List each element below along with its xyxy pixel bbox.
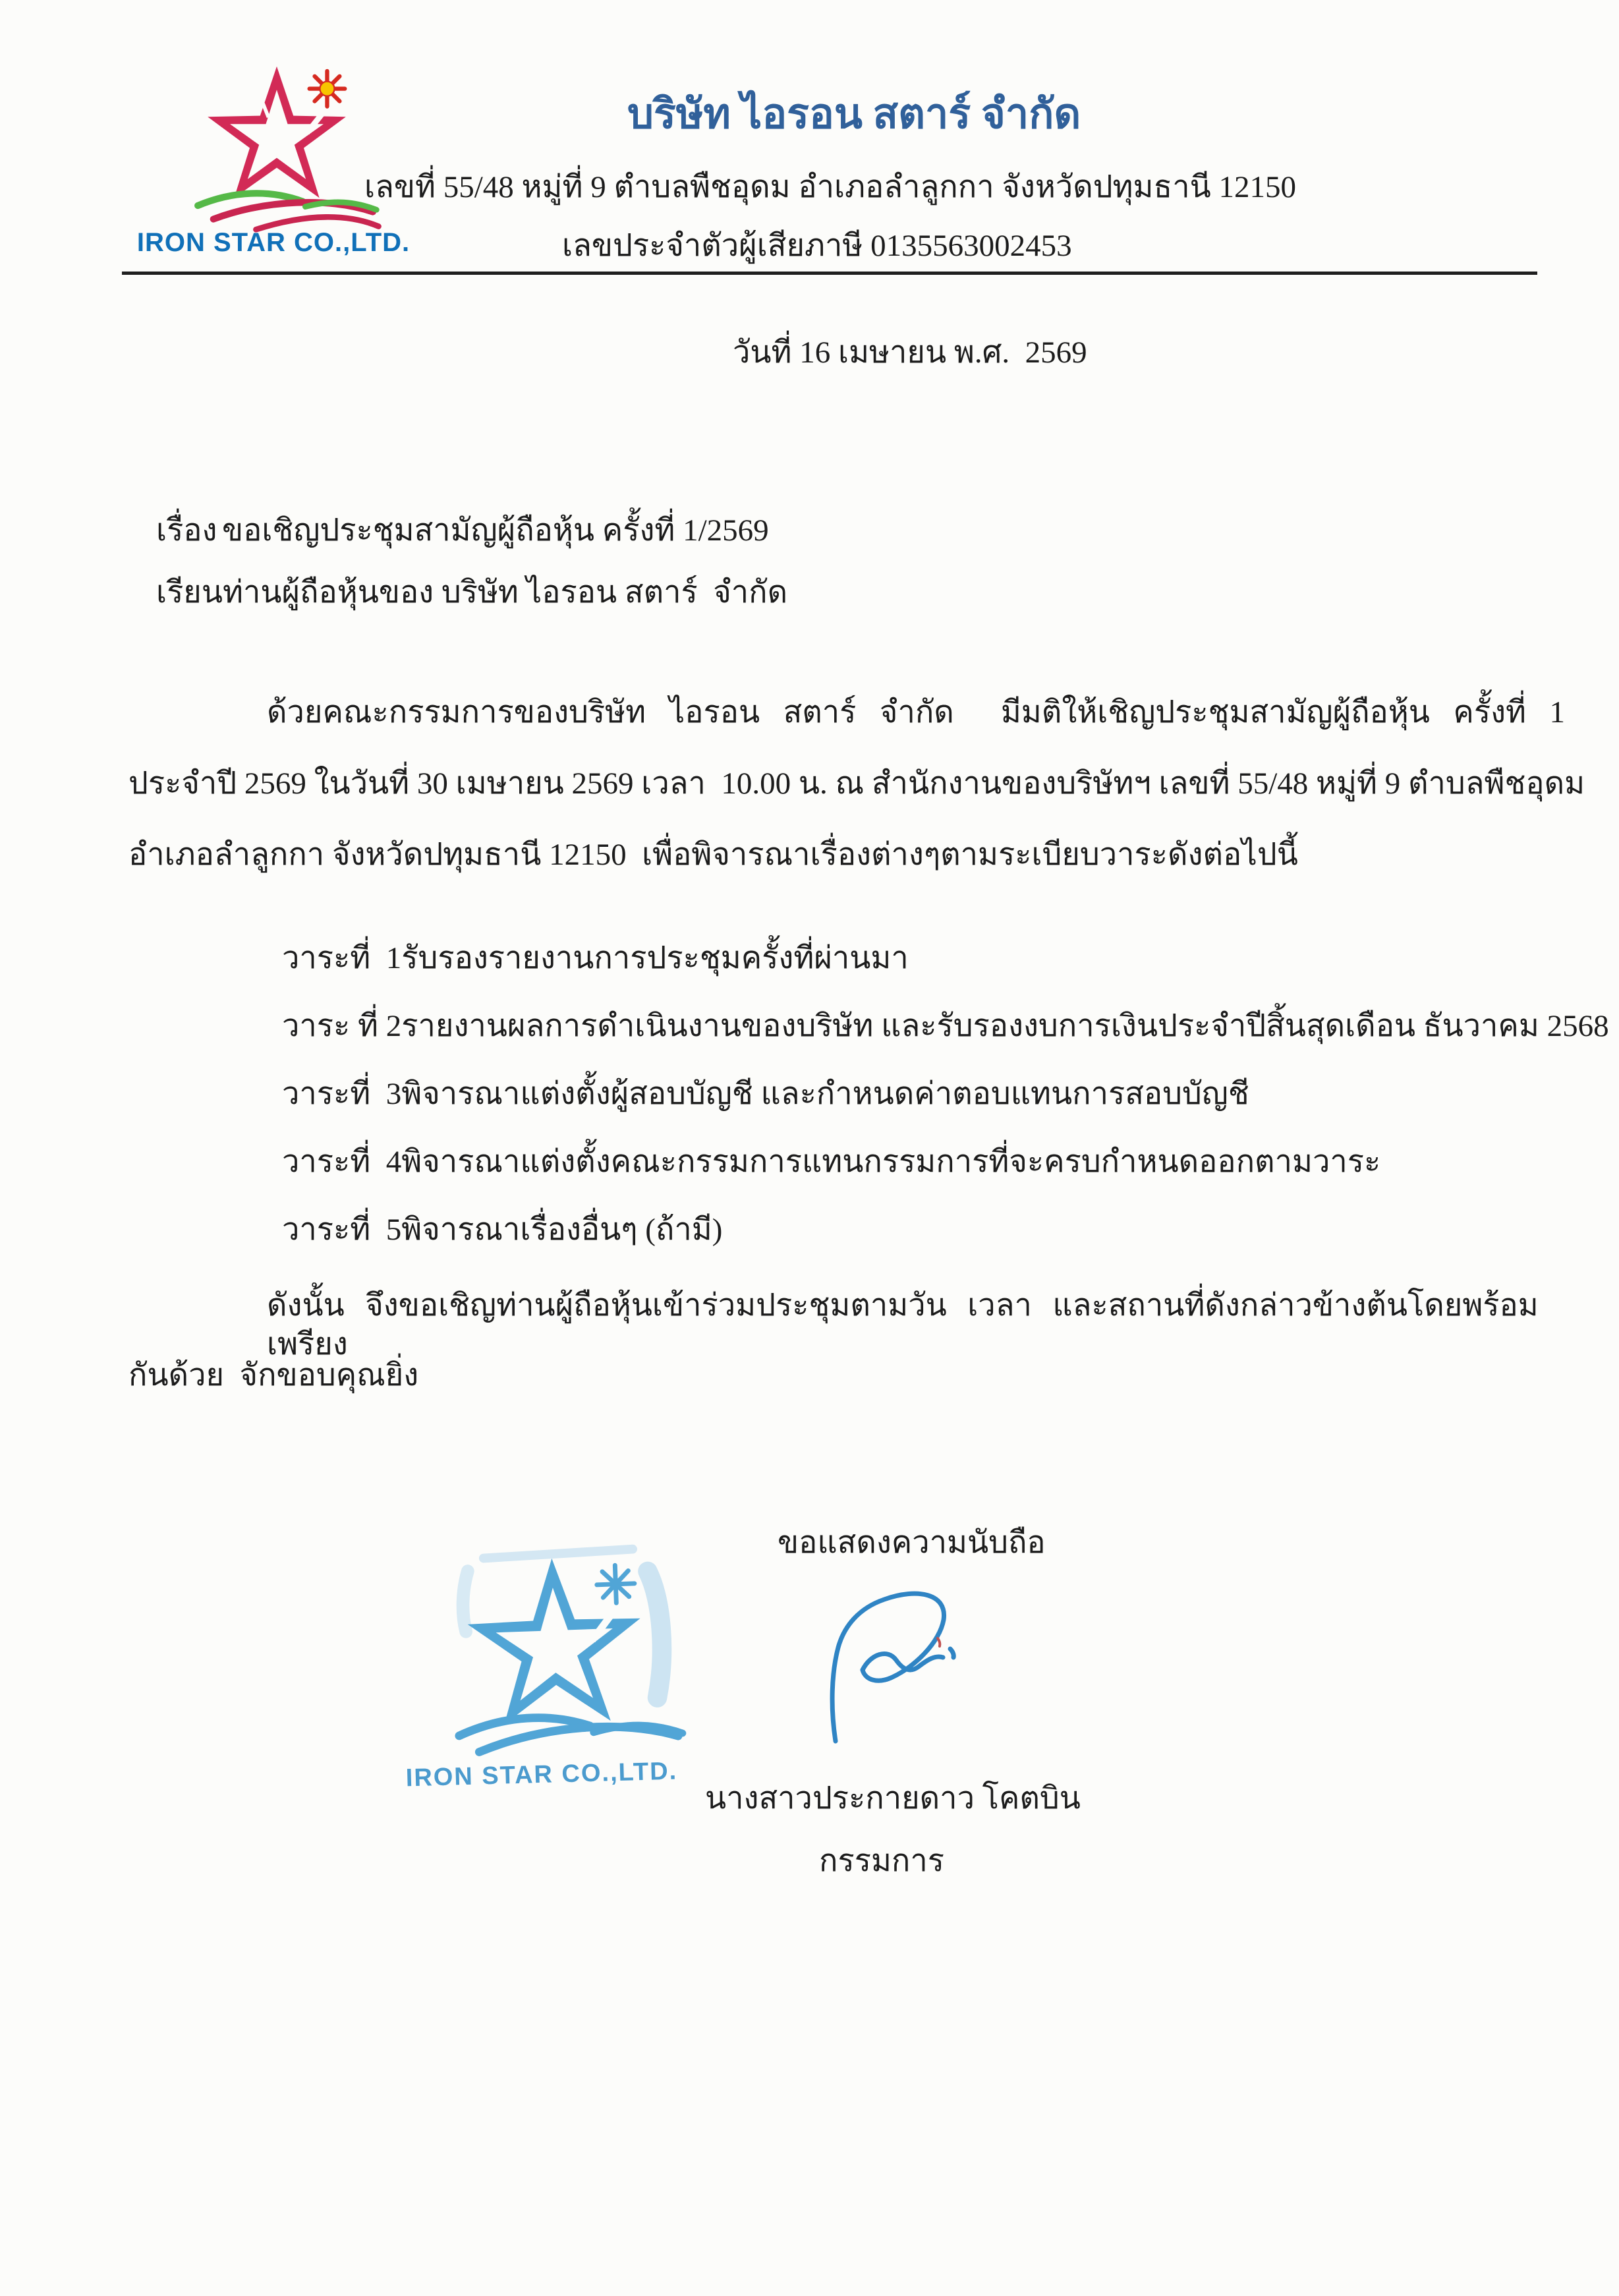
agenda-text: รายงานผลการดำเนินงานของบริษัท และรับรองงบการเงินประจำปีสิ้นสุดเดือน ธันวาคม 2568 xyxy=(401,1009,1609,1043)
recipient-text: ท่านผู้ถือหุ้นของ บริษัท ไอรอน สตาร์ จำกัด xyxy=(222,575,788,610)
agenda-text: พิจารณาแต่งตั้งคณะกรรมการแทนกรรมการที่จะครบกำหนดออกตามวาระ xyxy=(401,1145,1381,1179)
company-rubber-stamp xyxy=(401,1540,708,1771)
logo-swooshes xyxy=(198,193,378,229)
agenda-label: วาระ ที่ 2 xyxy=(282,1009,402,1043)
body-line: ประจำปี 2569 ในวันที่ 30 เมษายน 2569 เวลา 10.00 น. ณ สำนักงานของบริษัทฯ เลขที่ 55/48 หมู่ที่ 9 ตำบลพืชอุดม xyxy=(128,766,1585,801)
agenda-label: วาระที่ 4 xyxy=(282,1145,402,1179)
closing-line: ดังนั้น จึงขอเชิญท่านผู้ถือหุ้นเข้าร่วมประชุมตามวัน เวลา และสถานที่ดังกล่าวข้างต้นโดยพร้อมเพรียง xyxy=(267,1288,1539,1362)
company-address: เลขที่ 55/48 หมู่ที่ 9 ตำบลพืชอุดม อำเภอลำลูกกา จังหวัดปทุมธานี 12150 xyxy=(364,170,1296,204)
signature-red-mark xyxy=(938,1638,940,1646)
agenda-item xyxy=(282,939,909,978)
stamp-caption: IRON STAR CO.,LTD. xyxy=(405,1757,678,1793)
signer-name: นางสาวประกายดาว โคตบิน xyxy=(705,1781,1081,1816)
closing-salutation: ขอแสดงความนับถือ xyxy=(778,1526,1046,1560)
closing-line: กันด้วย จักขอบคุณยิ่ง xyxy=(128,1358,419,1392)
letterhead-divider xyxy=(122,272,1537,275)
recipient-label: เรียน xyxy=(156,575,223,610)
agenda-item xyxy=(282,1143,1380,1182)
agenda-item xyxy=(282,1007,1609,1046)
agenda-item xyxy=(282,1075,1249,1114)
agenda-text: พิจารณาแต่งตั้งผู้สอบบัญชี และกำหนดค่าตอบแทนการสอบบัญชี xyxy=(401,1077,1249,1111)
agenda-text: รับรองรายงานการประชุมครั้งที่ผ่านมา xyxy=(401,941,909,975)
sparkle-core xyxy=(320,82,334,96)
agenda-label: วาระที่ 1 xyxy=(282,941,402,975)
signer-title: กรรมการ xyxy=(819,1844,945,1878)
subject-row xyxy=(156,511,769,550)
subject-label: เรื่อง xyxy=(156,513,217,548)
handwritten-signature xyxy=(778,1575,988,1753)
agenda-label: วาระที่ 5 xyxy=(282,1213,402,1247)
agenda-text: พิจารณาเรื่องอื่นๆ (ถ้ามี) xyxy=(401,1213,723,1247)
recipient-row xyxy=(156,573,787,612)
tax-id-line: เลขประจำตัวผู้เสียภาษี 0135563002453 xyxy=(562,229,1072,263)
date-line: วันที่ 16 เมษายน พ.ศ. 2569 xyxy=(733,335,1087,370)
agenda-label: วาระที่ 3 xyxy=(282,1077,402,1111)
body-line: อำเภอลำลูกกา จังหวัดปทุมธานี 12150 เพื่อพิจารณาเรื่องต่างๆตามระเบียบวาระดังต่อไปนี้ xyxy=(128,838,1298,872)
body-line: ด้วยคณะกรรมการของบริษัท ไอรอน สตาร์ จำกัด มีมติให้เชิญประชุมสามัญผู้ถือหุ้น ครั้งที่ 1 xyxy=(267,695,1566,730)
agenda-item xyxy=(282,1211,722,1249)
subject-text: ขอเชิญประชุมสามัญผู้ถือหุ้น ครั้งที่ 1/2569 xyxy=(222,513,769,548)
company-name-title: บริษัท ไอรอน สตาร์ จำกัด xyxy=(627,91,1081,137)
logo-caption: IRON STAR CO.,LTD. xyxy=(136,228,411,257)
